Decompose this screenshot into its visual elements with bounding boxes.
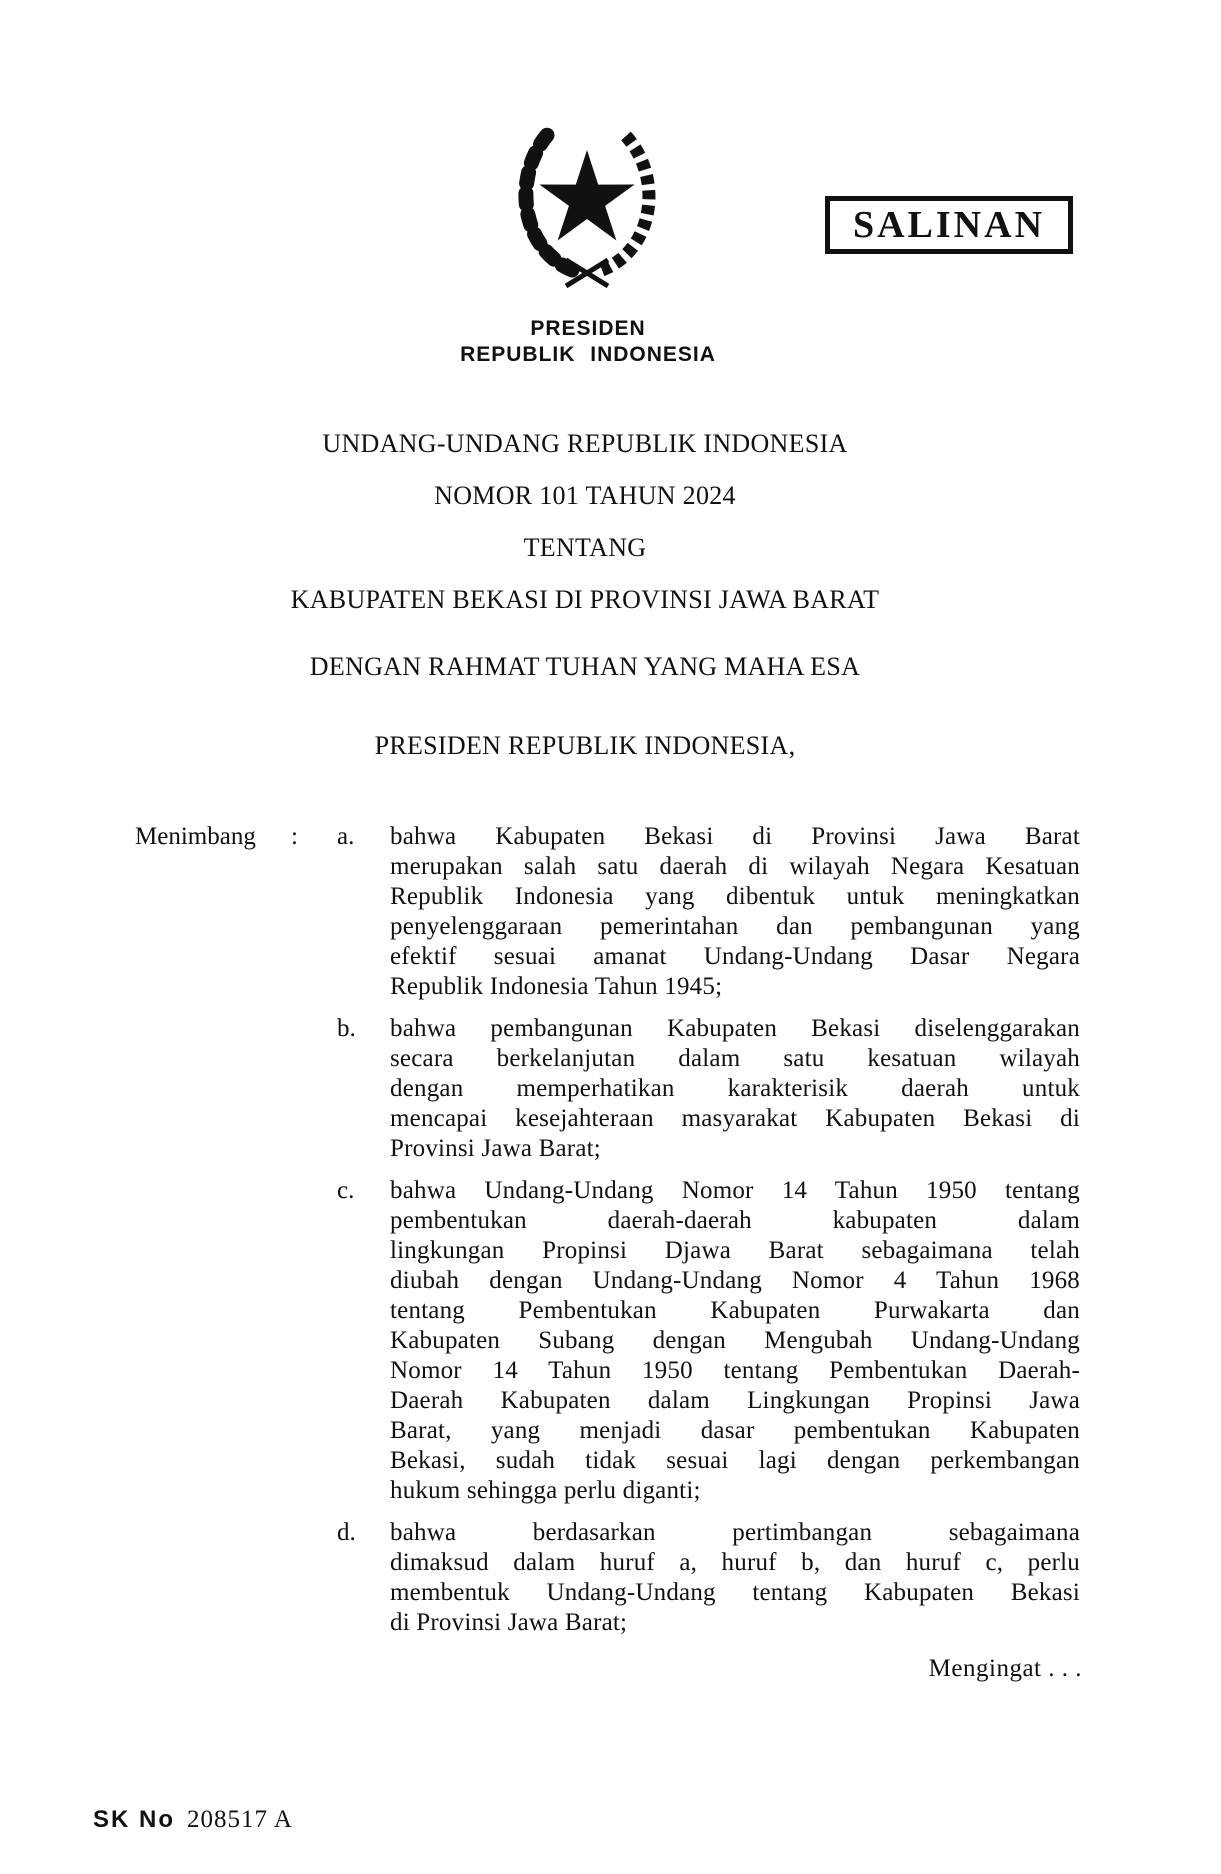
consideration-text-line: bahwa berdasarkan pertimbangan sebagaimana bbox=[390, 1519, 1080, 1546]
consideration-text-line: dimaksud dalam huruf a, huruf b, dan huruf c, perlu bbox=[390, 1549, 1080, 1576]
consideration-text-line: pembentukan daerah-daerah kabupaten dalam bbox=[390, 1207, 1080, 1234]
sk-label: SK No bbox=[93, 1806, 175, 1833]
consideration-text-line: dengan memperhatikan karakterisik daerah untuk bbox=[390, 1075, 1080, 1102]
consideration-text-line: membentuk Undang-Undang tentang Kabupaten Bekasi bbox=[390, 1579, 1080, 1606]
catchword-mengingat: Mengingat . . . bbox=[928, 1655, 1082, 1682]
consideration-item-text bbox=[390, 822, 1080, 1002]
consideration-text-line: bahwa pembangunan Kabupaten Bekasi diselenggarakan bbox=[390, 1015, 1080, 1042]
consideration-text-line: penyelenggaraan pemerintahan dan pembangunan yang bbox=[390, 913, 1080, 940]
consideration-text-line: Daerah Kabupaten dalam Lingkungan Propinsi Jawa bbox=[390, 1387, 1080, 1414]
consideration-item-text bbox=[390, 1014, 1080, 1164]
considerations-list bbox=[337, 822, 1080, 1650]
consideration-item bbox=[337, 1176, 1080, 1506]
invocation-line: DENGAN RAHMAT TUHAN YANG MAHA ESA bbox=[309, 652, 861, 681]
consideration-text-line: merupakan salah satu daerah di wilayah Negara Kesatuan bbox=[390, 853, 1080, 880]
consideration-text-line: Republik Indonesia yang dibentuk untuk meningkatkan bbox=[390, 883, 1080, 910]
consideration-text-line: secara berkelanjutan dalam satu kesatuan wilayah bbox=[390, 1045, 1080, 1072]
national-emblem-star-wreath-icon bbox=[500, 120, 675, 292]
salutation-line: PRESIDEN REPUBLIK INDONESIA, bbox=[374, 731, 796, 760]
letterhead bbox=[388, 316, 788, 368]
consideration-text-line: Republik Indonesia Tahun 1945; bbox=[390, 973, 723, 1000]
consideration-text-line: Kabupaten Subang dengan Mengubah Undang-Undang bbox=[390, 1327, 1080, 1354]
law-title-block bbox=[185, 418, 985, 626]
consideration-item-marker: a. bbox=[337, 823, 355, 850]
consideration-text-line: mencapai kesejahteraan masyarakat Kabupaten Bekasi di bbox=[390, 1105, 1080, 1132]
title-line-1: UNDANG-UNDANG REPUBLIK INDONESIA bbox=[322, 429, 848, 458]
consideration-text-line: diubah dengan Undang-Undang Nomor 4 Tahun 1968 bbox=[390, 1267, 1080, 1294]
consideration-text-line: bahwa Undang-Undang Nomor 14 Tahun 1950 tentang bbox=[390, 1177, 1080, 1204]
title-line-2: NOMOR 101 TAHUN 2024 bbox=[434, 481, 736, 510]
consideration-text-line: Barat, yang menjadi dasar pembentukan Kabupaten bbox=[390, 1417, 1080, 1444]
consideration-item bbox=[337, 1518, 1080, 1638]
consideration-text-line: tentang Pembentukan Kabupaten Purwakarta dan bbox=[390, 1297, 1080, 1324]
letterhead-republik-indonesia: REPUBLIK INDONESIA bbox=[460, 343, 716, 366]
consideration-text-line: bahwa Kabupaten Bekasi di Provinsi Jawa Barat bbox=[390, 823, 1080, 850]
menimbang-colon: : bbox=[291, 823, 298, 850]
consideration-text-line: di Provinsi Jawa Barat; bbox=[390, 1609, 628, 1636]
salinan-copy-stamp: SALINAN bbox=[825, 196, 1073, 254]
consideration-item bbox=[337, 1014, 1080, 1164]
consideration-item-text bbox=[390, 1518, 1080, 1638]
consideration-item-text bbox=[390, 1176, 1080, 1506]
consideration-text-line: lingkungan Propinsi Djawa Barat sebagaimana telah bbox=[390, 1237, 1080, 1264]
menimbang-label: Menimbang bbox=[135, 823, 256, 850]
consideration-text-line: Provinsi Jawa Barat; bbox=[390, 1135, 601, 1162]
consideration-item bbox=[337, 822, 1080, 1002]
consideration-text-line: Bekasi, sudah tidak sesuai lagi dengan perkembangan bbox=[390, 1447, 1080, 1474]
star-shape bbox=[539, 150, 634, 241]
consideration-text-line: efektif sesuai amanat Undang-Undang Dasar Negara bbox=[390, 943, 1080, 970]
consideration-item-marker: b. bbox=[337, 1015, 356, 1042]
title-line-3: TENTANG bbox=[523, 533, 647, 562]
consideration-item-marker: d. bbox=[337, 1519, 356, 1546]
letterhead-presiden: PRESIDEN bbox=[530, 317, 646, 340]
sk-number: 208517 A bbox=[187, 1806, 293, 1833]
consideration-item-marker: c. bbox=[337, 1177, 355, 1204]
title-line-4: KABUPATEN BEKASI DI PROVINSI JAWA BARAT bbox=[290, 585, 880, 614]
consideration-text-line: Nomor 14 Tahun 1950 tentang Pembentukan Daerah- bbox=[390, 1357, 1080, 1384]
sk-number-footer bbox=[93, 1806, 293, 1834]
consideration-text-line: hukum sehingga perlu diganti; bbox=[390, 1477, 701, 1504]
considerations-section bbox=[135, 822, 1080, 1650]
